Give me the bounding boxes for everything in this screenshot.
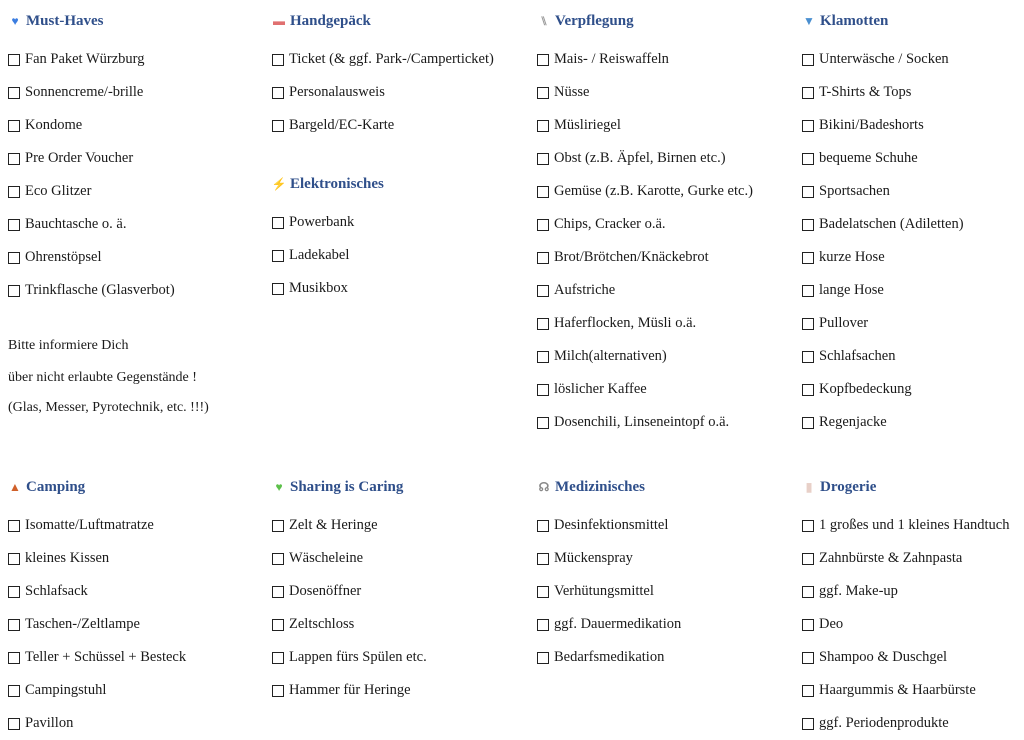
checkbox[interactable] xyxy=(537,384,549,396)
checklist-item-label: ggf. Dauermedikation xyxy=(554,616,682,632)
checklist-item[interactable] xyxy=(537,241,797,274)
checkbox[interactable] xyxy=(8,685,20,697)
checklist-item[interactable] xyxy=(8,274,268,307)
checkbox[interactable] xyxy=(537,318,549,330)
checklist-item[interactable] xyxy=(8,542,268,575)
checkbox[interactable] xyxy=(802,520,814,532)
checkbox[interactable] xyxy=(272,217,284,229)
checklist-item-label: Dosenchili, Linseneintopf o.ä. xyxy=(554,414,730,430)
checklist-item-label: Personalausweis xyxy=(289,84,385,100)
checkbox[interactable] xyxy=(537,285,549,297)
checklist-item-label: lange Hose xyxy=(819,282,884,298)
checklist-item[interactable] xyxy=(272,109,532,142)
checklist-item[interactable] xyxy=(8,109,268,142)
checkbox[interactable] xyxy=(272,520,284,532)
checklist-item[interactable] xyxy=(272,206,532,239)
checklist-item[interactable] xyxy=(8,641,268,674)
checkbox[interactable] xyxy=(272,87,284,99)
checkbox[interactable] xyxy=(8,586,20,598)
checklist-item[interactable] xyxy=(537,641,797,674)
checkbox[interactable] xyxy=(272,652,284,664)
checklist-item[interactable] xyxy=(802,175,1024,208)
checkbox[interactable] xyxy=(537,252,549,264)
checklist-item[interactable] xyxy=(802,241,1024,274)
checklist-item[interactable] xyxy=(8,175,268,208)
checklist-item-label: 1 großes und 1 kleines Handtuch xyxy=(819,517,1010,533)
section-medizinisches xyxy=(537,476,797,674)
checklist-item-label: Pullover xyxy=(819,315,869,331)
checklist-item-label: Regenjacke xyxy=(819,414,887,430)
checkbox[interactable] xyxy=(8,520,20,532)
checklist-item-label: Milch(alternativen) xyxy=(554,348,667,364)
checkbox[interactable] xyxy=(8,652,20,664)
checkbox[interactable] xyxy=(8,120,20,132)
section-camping xyxy=(8,476,268,740)
checklist-item-label: Schlafsachen xyxy=(819,348,896,364)
checklist-item[interactable] xyxy=(8,142,268,175)
checkbox[interactable] xyxy=(802,718,814,730)
checklist xyxy=(8,509,268,740)
checkbox[interactable] xyxy=(8,219,20,231)
checklist-item[interactable] xyxy=(802,142,1024,175)
checklist-item-label: Taschen-/Zeltlampe xyxy=(25,616,140,632)
section-title: Verpflegung xyxy=(555,12,634,29)
checkbox[interactable] xyxy=(272,250,284,262)
fork-knife-icon: ⑊ xyxy=(540,14,548,28)
checklist-item-label: Kopfbedeckung xyxy=(819,381,912,397)
checklist-item[interactable] xyxy=(272,575,532,608)
section-heading xyxy=(272,10,532,32)
checklist-item-label: Musikbox xyxy=(289,280,348,296)
checklist-item[interactable] xyxy=(802,307,1024,340)
section-heading xyxy=(537,10,797,32)
section-handgep-ck xyxy=(272,10,532,142)
section-heading xyxy=(537,476,797,498)
checklist-item-label: Müsliriegel xyxy=(554,117,621,133)
section-heading xyxy=(802,476,1024,498)
checklist-item-label: Wäscheleine xyxy=(289,550,364,566)
checklist-item[interactable] xyxy=(537,307,797,340)
checkbox[interactable] xyxy=(537,586,549,598)
checklist-item[interactable] xyxy=(272,542,532,575)
checkbox[interactable] xyxy=(537,520,549,532)
checklist-item-label: ggf. Periodenprodukte xyxy=(819,715,949,731)
section-klamotten xyxy=(802,10,1024,439)
checkbox[interactable] xyxy=(272,586,284,598)
section-title: Elektronisches xyxy=(290,175,384,192)
checkbox[interactable] xyxy=(272,685,284,697)
lotion-bottle-icon: ▮ xyxy=(805,480,813,494)
checklist-item[interactable] xyxy=(802,575,1024,608)
checklist-item-label: löslicher Kaffee xyxy=(554,381,647,397)
checklist-item-label: Bedarfsmedikation xyxy=(554,649,665,665)
checklist xyxy=(272,206,532,305)
checklist xyxy=(8,43,268,307)
section-heading xyxy=(8,476,268,498)
section-title: Must-Haves xyxy=(26,12,104,29)
checkbox[interactable] xyxy=(802,219,814,231)
checklist-item[interactable] xyxy=(537,208,797,241)
checkbox[interactable] xyxy=(537,153,549,165)
checklist-item[interactable] xyxy=(537,76,797,109)
checklist-item[interactable] xyxy=(537,43,797,76)
checklist-item-label: Lappen fürs Spülen etc. xyxy=(289,649,427,665)
checklist-item-label: Zeltschloss xyxy=(289,616,355,632)
checklist-item[interactable] xyxy=(8,707,268,740)
checklist-item-label: Sonnencreme/-brille xyxy=(25,84,144,100)
checkbox[interactable] xyxy=(802,351,814,363)
checkbox[interactable] xyxy=(8,619,20,631)
checklist-item[interactable] xyxy=(537,109,797,142)
section-title: Camping xyxy=(26,478,86,495)
checklist-item[interactable] xyxy=(537,373,797,406)
checkbox[interactable] xyxy=(802,619,814,631)
section-title: Klamotten xyxy=(820,12,889,29)
checkbox[interactable] xyxy=(802,586,814,598)
checklist-item[interactable] xyxy=(802,373,1024,406)
section-title: Drogerie xyxy=(820,478,877,495)
checkbox[interactable] xyxy=(272,619,284,631)
checkbox[interactable] xyxy=(802,553,814,565)
checklist-item-label: Haferflocken, Müsli o.ä. xyxy=(554,315,697,331)
checklist-item[interactable] xyxy=(537,575,797,608)
checklist-item[interactable] xyxy=(537,406,797,439)
checklist-item[interactable] xyxy=(802,707,1024,740)
checklist-item-label: Aufstriche xyxy=(554,282,616,298)
checklist-item[interactable] xyxy=(802,274,1024,307)
checklist xyxy=(272,509,532,707)
section-heading xyxy=(272,173,532,195)
checklist-item[interactable] xyxy=(802,406,1024,439)
checklist-item-label: Ticket (& ggf. Park-/Camperticket) xyxy=(289,51,494,67)
checklist-item-label: Shampoo & Duschgel xyxy=(819,649,948,665)
checkbox[interactable] xyxy=(537,219,549,231)
checkbox[interactable] xyxy=(802,285,814,297)
section-heading xyxy=(802,10,1024,32)
checklist-item-label: kurze Hose xyxy=(819,249,885,265)
checklist-item-label: Zahnbürste & Zahnpasta xyxy=(819,550,963,566)
checklist-item-label: Nüsse xyxy=(554,84,590,100)
checklist-item-label: Gemüse (z.B. Karotte, Gurke etc.) xyxy=(554,183,753,199)
checklist-item-label: Brot/Brötchen/Knäckebrot xyxy=(554,249,709,265)
checklist-item-label: Fan Paket Würzburg xyxy=(25,51,145,67)
checklist-item-label: Bikini/Badeshorts xyxy=(819,117,924,133)
checklist-item[interactable] xyxy=(8,241,268,274)
checklist-item[interactable] xyxy=(802,208,1024,241)
blue-heart-icon: ♥ xyxy=(11,14,19,28)
checklist-item-label: bequeme Schuhe xyxy=(819,150,918,166)
checklist-item[interactable] xyxy=(272,272,532,305)
section-elektronisches xyxy=(272,173,532,305)
checkbox[interactable] xyxy=(272,120,284,132)
checklist-item-label: Ladekabel xyxy=(289,247,350,263)
checklist-item-label: Mückenspray xyxy=(554,550,633,566)
checklist-item[interactable] xyxy=(802,76,1024,109)
checklist-item[interactable] xyxy=(272,43,532,76)
checkbox[interactable] xyxy=(802,120,814,132)
checklist-item[interactable] xyxy=(802,509,1024,542)
checklist-item[interactable] xyxy=(8,76,268,109)
checklist-item[interactable] xyxy=(802,109,1024,142)
note-line: Bitte informiere Dich xyxy=(8,338,129,353)
checkbox[interactable] xyxy=(8,87,20,99)
checklist-item-label: Schlafsack xyxy=(25,583,88,599)
checklist-item[interactable] xyxy=(537,175,797,208)
plug-icon: ⚡ xyxy=(271,177,287,191)
checklist-item-label: Obst (z.B. Äpfel, Birnen etc.) xyxy=(554,150,726,166)
green-heart-icon: ♥ xyxy=(275,480,283,494)
checklist-item-label: Chips, Cracker o.ä. xyxy=(554,216,666,232)
checklist-item-label: Eco Glitzer xyxy=(25,183,92,199)
checklist-item-label: Ohrenstöpsel xyxy=(25,249,102,265)
checklist-item-label: Zelt & Heringe xyxy=(289,517,378,533)
checklist-item-label: Bargeld/EC-Karte xyxy=(289,117,395,133)
checkbox[interactable] xyxy=(537,186,549,198)
checklist-item[interactable] xyxy=(802,641,1024,674)
section-verpflegung xyxy=(537,10,797,439)
checkbox[interactable] xyxy=(802,685,814,697)
checklist xyxy=(802,509,1024,740)
checklist-item-label: ggf. Make-up xyxy=(819,583,898,599)
checkbox[interactable] xyxy=(8,54,20,66)
section-title: Handgepäck xyxy=(290,12,371,29)
checklist-item-label: Mais- / Reiswaffeln xyxy=(554,51,669,67)
checklist-item-label: Trinkflasche (Glasverbot) xyxy=(25,282,175,298)
checklist-item[interactable] xyxy=(272,509,532,542)
checklist-item-label: Dosenöffner xyxy=(289,583,362,599)
checklist-item[interactable] xyxy=(8,674,268,707)
section-must-haves xyxy=(8,10,268,307)
checklist-item[interactable] xyxy=(8,575,268,608)
checkbox[interactable] xyxy=(537,619,549,631)
checklist-item[interactable] xyxy=(537,142,797,175)
checkbox[interactable] xyxy=(8,553,20,565)
checklist-item-label: Deo xyxy=(819,616,844,632)
ticket-icon: ▬ xyxy=(273,14,285,28)
checkbox[interactable] xyxy=(537,120,549,132)
checklist-item[interactable] xyxy=(272,608,532,641)
checkbox[interactable] xyxy=(537,87,549,99)
checklist xyxy=(802,43,1024,439)
checklist-item[interactable] xyxy=(802,43,1024,76)
checkbox[interactable] xyxy=(8,186,20,198)
section-title: Medizinisches xyxy=(555,478,645,495)
checkbox[interactable] xyxy=(8,252,20,264)
checkbox[interactable] xyxy=(802,384,814,396)
stethoscope-icon: ☊ xyxy=(538,480,550,494)
checkbox[interactable] xyxy=(272,553,284,565)
tent-icon: ▲ xyxy=(9,480,21,494)
checklist-item[interactable] xyxy=(272,239,532,272)
checklist-item-label: Sportsachen xyxy=(819,183,890,199)
checklist-item-label: Isomatte/Luftmatratze xyxy=(25,517,154,533)
checkbox[interactable] xyxy=(802,153,814,165)
checkbox[interactable] xyxy=(802,87,814,99)
checklist-item[interactable] xyxy=(537,340,797,373)
checkbox[interactable] xyxy=(537,553,549,565)
checklist-item-label: Desinfektionsmittel xyxy=(554,517,669,533)
checkbox[interactable] xyxy=(802,252,814,264)
checklist-item[interactable] xyxy=(272,76,532,109)
checklist-item-label: Pre Order Voucher xyxy=(25,150,134,166)
checklist-item[interactable] xyxy=(802,542,1024,575)
tshirt-icon: ▼ xyxy=(803,14,815,28)
section-heading xyxy=(272,476,532,498)
checklist-item[interactable] xyxy=(537,509,797,542)
checklist xyxy=(537,509,797,674)
checklist-item[interactable] xyxy=(537,274,797,307)
checklist xyxy=(537,43,797,439)
checklist-item[interactable] xyxy=(8,208,268,241)
checklist-item[interactable] xyxy=(537,608,797,641)
checkbox[interactable] xyxy=(802,318,814,330)
checkbox[interactable] xyxy=(537,652,549,664)
checklist-item[interactable] xyxy=(8,43,268,76)
checklist-item[interactable] xyxy=(802,340,1024,373)
checklist-item[interactable] xyxy=(272,641,532,674)
checkbox[interactable] xyxy=(272,54,284,66)
checkbox[interactable] xyxy=(8,153,20,165)
section-title: Sharing is Caring xyxy=(290,478,404,495)
checklist-item[interactable] xyxy=(8,608,268,641)
checklist xyxy=(272,43,532,142)
section-sharing-is-caring xyxy=(272,476,532,707)
checkbox[interactable] xyxy=(537,54,549,66)
checklist-item-label: Bauchtasche o. ä. xyxy=(25,216,127,232)
checklist-item-label: Pavillon xyxy=(25,715,74,731)
note-line: (Glas, Messer, Pyrotechnik, etc. !!!) xyxy=(8,400,209,415)
checkbox[interactable] xyxy=(802,417,814,429)
section-heading xyxy=(8,10,268,32)
checkbox[interactable] xyxy=(537,417,549,429)
checklist-item-label: Haargummis & Haarbürste xyxy=(819,682,976,698)
checklist-item[interactable] xyxy=(802,674,1024,707)
checklist-item-label: Badelatschen (Adiletten) xyxy=(819,216,964,232)
checklist-item-label: Teller + Schüssel + Besteck xyxy=(25,649,187,665)
checklist-item[interactable] xyxy=(537,542,797,575)
checklist-item-label: Unterwäsche / Socken xyxy=(819,51,949,67)
checklist-item[interactable] xyxy=(802,608,1024,641)
checklist-item-label: Campingstuhl xyxy=(25,682,107,698)
checklist-item-label: Kondome xyxy=(25,117,83,133)
checklist-item-label: T-Shirts & Tops xyxy=(819,84,912,100)
checklist-item-label: kleines Kissen xyxy=(25,550,110,566)
checkbox[interactable] xyxy=(537,351,549,363)
section-drogerie xyxy=(802,476,1024,740)
checkbox[interactable] xyxy=(802,186,814,198)
checklist-item-label: Verhütungsmittel xyxy=(554,583,654,599)
checklist-item-label: Powerbank xyxy=(289,214,355,230)
checkbox[interactable] xyxy=(802,652,814,664)
checkbox[interactable] xyxy=(8,718,20,730)
checkbox[interactable] xyxy=(8,285,20,297)
checkbox[interactable] xyxy=(272,283,284,295)
note-line: über nicht erlaubte Gegenstände ! xyxy=(8,370,197,385)
checklist-item[interactable] xyxy=(8,509,268,542)
checklist-item[interactable] xyxy=(272,674,532,707)
checkbox[interactable] xyxy=(802,54,814,66)
checklist-item-label: Hammer für Heringe xyxy=(289,682,411,698)
